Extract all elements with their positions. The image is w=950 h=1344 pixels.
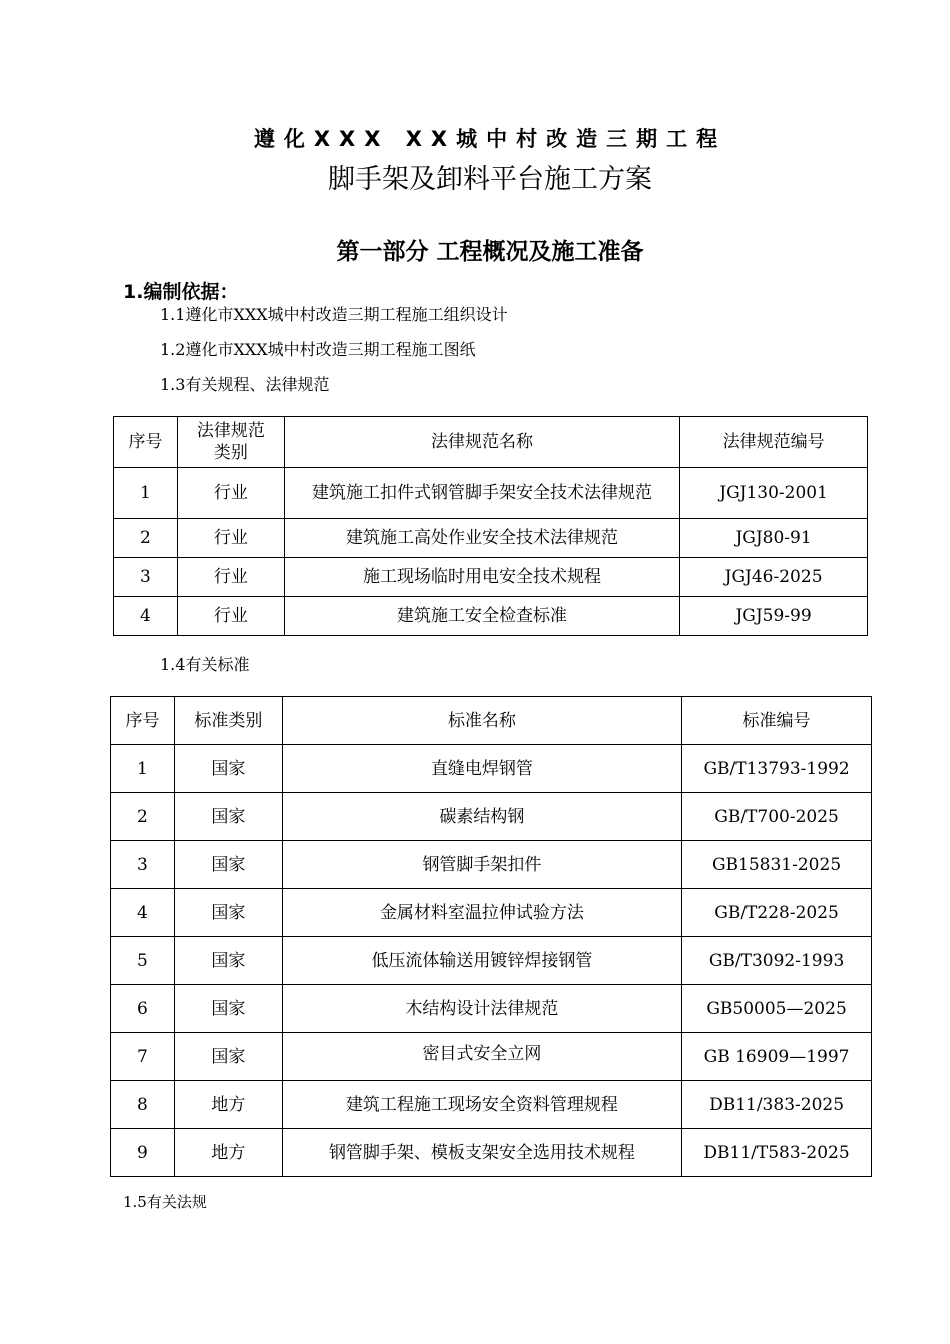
table-cell: 国家 bbox=[174, 985, 282, 1033]
table-cell: GB15831-2025 bbox=[682, 841, 872, 889]
header-text: 法律规范编号 bbox=[722, 432, 825, 452]
table-cell: 行业 bbox=[177, 558, 284, 597]
table-cell: 行业 bbox=[177, 597, 284, 636]
table-cell: 地方 bbox=[174, 1129, 282, 1177]
regulations-table bbox=[113, 416, 868, 636]
table-header-row bbox=[111, 697, 872, 745]
table-row bbox=[111, 841, 872, 889]
table-row bbox=[111, 985, 872, 1033]
table-cell: 国家 bbox=[174, 889, 282, 937]
table-row bbox=[114, 519, 868, 558]
table-row bbox=[111, 745, 872, 793]
table-cell: 4 bbox=[111, 889, 175, 937]
table-cell: 3 bbox=[111, 841, 175, 889]
table-cell: 钢管脚手架扣件 bbox=[282, 841, 681, 889]
table-cell: 3 bbox=[114, 558, 178, 597]
table-cell: GB50005—2025 bbox=[682, 985, 872, 1033]
table-cell: 国家 bbox=[174, 841, 282, 889]
table-row bbox=[111, 793, 872, 841]
header-cell: 标准名称 bbox=[282, 697, 681, 745]
header-cell: 标准编号 bbox=[682, 697, 872, 745]
table-row bbox=[111, 937, 872, 985]
document-title: 脚手架及卸料平台施工方案 bbox=[328, 164, 652, 195]
heading-basis: 1.编制依据： bbox=[123, 281, 239, 303]
table-cell bbox=[284, 468, 679, 519]
table-cell: JGJ80-91 bbox=[680, 519, 868, 558]
table-cell: GB/T700-2025 bbox=[682, 793, 872, 841]
table-row bbox=[114, 468, 868, 519]
header-text: 序号 bbox=[128, 432, 163, 452]
table-cell: 国家 bbox=[174, 937, 282, 985]
table-cell: 木结构设计法律规范 bbox=[282, 985, 681, 1033]
table-cell: 碳素结构钢 bbox=[282, 793, 681, 841]
section-title: 第一部分 工程概况及施工准备 bbox=[336, 239, 644, 265]
table-cell: 6 bbox=[111, 985, 175, 1033]
table-cell: 1 bbox=[111, 745, 175, 793]
table-row bbox=[111, 1033, 872, 1081]
header-text: 法律规范名称 bbox=[430, 432, 533, 452]
table-row bbox=[114, 597, 868, 636]
table-cell: 钢管脚手架、模板支架安全选用技术规程 bbox=[282, 1129, 681, 1177]
table-cell: JGJ130-2001 bbox=[680, 468, 868, 519]
item-1-3: 1.3有关规程、法律规范 bbox=[160, 375, 330, 394]
standards-table bbox=[110, 696, 872, 1177]
table-cell: DB11/T583-2025 bbox=[682, 1129, 872, 1177]
header-cell bbox=[284, 417, 679, 468]
project-title: 遵化XXX XX城中村改造三期工程 bbox=[253, 127, 727, 151]
table-cell: 低压流体输送用镀锌焊接钢管 bbox=[282, 937, 681, 985]
table-cell: GB/T3092-1993 bbox=[682, 937, 872, 985]
table-cell: 5 bbox=[111, 937, 175, 985]
table-cell: 直缝电焊钢管 bbox=[282, 745, 681, 793]
table-cell: 8 bbox=[111, 1081, 175, 1129]
header-cell bbox=[177, 417, 284, 468]
table-row bbox=[111, 1081, 872, 1129]
table-cell: 行业 bbox=[177, 519, 284, 558]
header-cell: 标准类别 bbox=[174, 697, 282, 745]
table-cell: 国家 bbox=[174, 793, 282, 841]
table-cell: DB11/383-2025 bbox=[682, 1081, 872, 1129]
header-text: 法律规范 类别 bbox=[196, 421, 265, 463]
table-cell: 建筑工程施工现场安全资料管理规程 bbox=[282, 1081, 681, 1129]
table-cell: GB/T228-2025 bbox=[682, 889, 872, 937]
item-1-5: 1.5有关法规 bbox=[123, 1193, 207, 1211]
table-cell: GB/T13793-1992 bbox=[682, 745, 872, 793]
table-row bbox=[111, 889, 872, 937]
table-cell: JGJ46-2025 bbox=[680, 558, 868, 597]
table-cell: 4 bbox=[114, 597, 178, 636]
header-cell bbox=[680, 417, 868, 468]
table-cell: GB 16909—1997 bbox=[682, 1033, 872, 1081]
table-cell: 地方 bbox=[174, 1081, 282, 1129]
item-1-1: 1.1遵化市XXX城中村改造三期工程施工组织设计 bbox=[160, 305, 508, 324]
table-cell: 行业 bbox=[177, 468, 284, 519]
table-cell: 密目式安全立网 bbox=[282, 1033, 681, 1081]
table-cell: 9 bbox=[111, 1129, 175, 1177]
header-cell bbox=[114, 417, 178, 468]
header-cell: 序号 bbox=[111, 697, 175, 745]
table-cell: 建筑施工安全检查标准 bbox=[284, 597, 679, 636]
table-cell: 2 bbox=[111, 793, 175, 841]
item-1-4: 1.4有关标准 bbox=[160, 655, 250, 674]
table-cell: 7 bbox=[111, 1033, 175, 1081]
cell-text: 建筑施工扣件式钢管脚手架安全技术法律规范 bbox=[311, 483, 652, 503]
table-cell: 国家 bbox=[174, 745, 282, 793]
table-cell: 施工现场临时用电安全技术规程 bbox=[284, 558, 679, 597]
table-row bbox=[114, 558, 868, 597]
table-cell: 建筑施工高处作业安全技术法律规范 bbox=[284, 519, 679, 558]
table-row bbox=[111, 1129, 872, 1177]
table-cell: JGJ59-99 bbox=[680, 597, 868, 636]
table-header-row bbox=[114, 417, 868, 468]
table-cell: 2 bbox=[114, 519, 178, 558]
table-cell: 国家 bbox=[174, 1033, 282, 1081]
table-cell: 金属材料室温拉伸试验方法 bbox=[282, 889, 681, 937]
table-cell: 1 bbox=[114, 468, 178, 519]
item-1-2: 1.2遵化市XXX城中村改造三期工程施工图纸 bbox=[160, 340, 476, 359]
